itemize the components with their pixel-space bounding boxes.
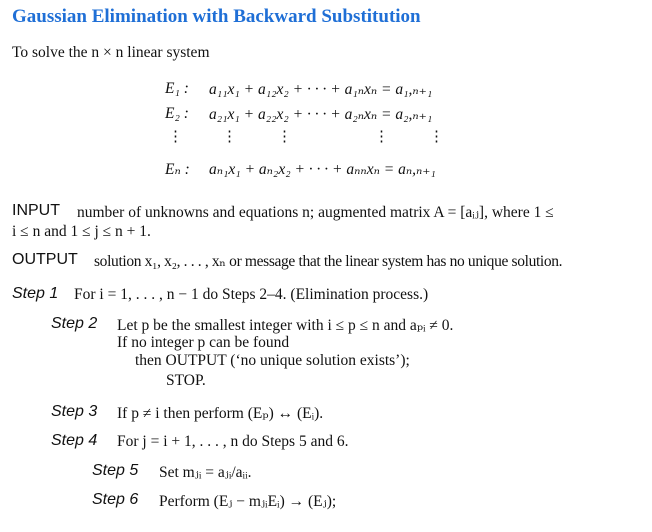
input-text-line-2: i ≤ n and 1 ≤ j ≤ n + 1. xyxy=(12,223,151,240)
vdots-label: ⋮ xyxy=(168,129,183,145)
eq-label-1: E₁ : xyxy=(165,80,189,97)
step-3-label: Step 3 xyxy=(51,403,98,420)
step-4-text: For j = i + 1, . . . , n do Steps 5 and 6. xyxy=(117,433,349,450)
step-2-line-4: STOP. xyxy=(166,372,206,389)
step-2-line-2: If no integer p can be found xyxy=(117,334,290,351)
step-2-label: Step 2 xyxy=(51,315,98,332)
step-5-text: Set mⱼᵢ = aⱼᵢ/aᵢᵢ. xyxy=(159,464,252,481)
intro-text: To solve the n × n linear system xyxy=(12,44,210,61)
vdots-col-1: ⋮ xyxy=(222,129,237,145)
equation-2: a₂₁x₁ + a₂₂x₂ + · · · + a₂ₙxₙ = a₂,ₙ₊₁ xyxy=(209,106,433,123)
vdots-col-3: ⋮ xyxy=(374,129,389,145)
step-2-line-3: then OUTPUT (‘no unique solution exists’); xyxy=(135,352,410,369)
output-text: solution x₁, x₂, . . . , xₙ or message that the linear system has no unique solution. xyxy=(94,253,563,270)
eq-label-n: Eₙ : xyxy=(165,161,190,178)
output-label: OUTPUT xyxy=(12,251,78,268)
step-5-label: Step 5 xyxy=(92,462,139,479)
algorithm-title: Gaussian Elimination with Backward Substitution xyxy=(12,6,421,27)
vdots-col-2: ⋮ xyxy=(277,129,292,145)
step-1-text: For i = 1, . . . , n − 1 do Steps 2–4. (Elimination process.) xyxy=(74,286,429,303)
input-label: INPUT xyxy=(12,202,60,219)
equation-1: a₁₁x₁ + a₁₂x₂ + · · · + a₁ₙxₙ = a₁,ₙ₊₁ xyxy=(209,81,433,98)
step-4-label: Step 4 xyxy=(51,432,98,449)
step-1-label: Step 1 xyxy=(12,285,59,302)
input-text-line-1: number of unknowns and equations n; augmented matrix A = [aᵢⱼ], where 1 ≤ xyxy=(77,204,554,221)
step-6-label: Step 6 xyxy=(92,491,139,508)
step-6-text: Perform (Eⱼ − mⱼᵢEᵢ) → (Eⱼ); xyxy=(159,493,337,510)
equation-n: aₙ₁x₁ + aₙ₂x₂ + · · · + aₙₙxₙ = aₙ,ₙ₊₁ xyxy=(209,161,436,178)
step-2-line-1: Let p be the smallest integer with i ≤ p ≤ n and aₚᵢ ≠ 0. xyxy=(117,317,454,334)
step-3-text: If p ≠ i then perform (Eₚ) ↔ (Eᵢ). xyxy=(117,405,324,422)
eq-label-2: E₂ : xyxy=(165,105,189,122)
vdots-col-4: ⋮ xyxy=(429,129,444,145)
